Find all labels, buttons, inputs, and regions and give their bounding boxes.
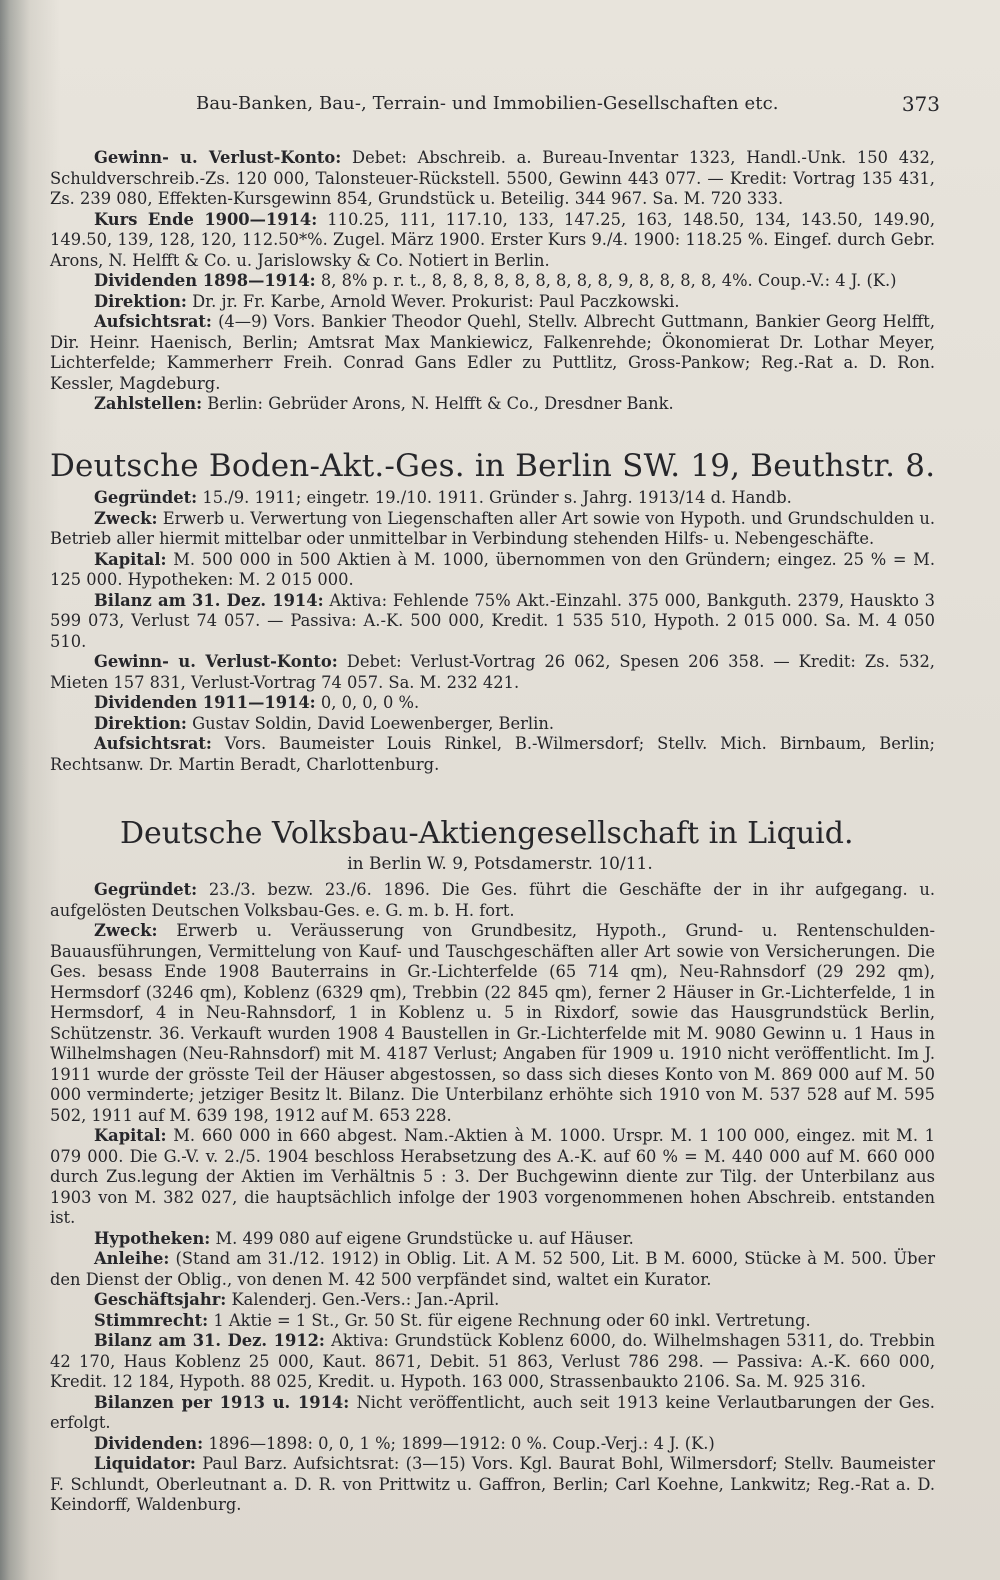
company-entry-volksbau [50, 880, 935, 1516]
field-label: Liquidator: [94, 1454, 196, 1473]
field-label: Bilanzen per 1913 u. 1914: [94, 1392, 350, 1412]
field-label: Geschäftsjahr: [94, 1290, 227, 1309]
entry-paragraph [50, 714, 935, 735]
running-title: Bau-Banken, Bau-, Terrain- und Immobilien-Gesellschaften etc. [196, 93, 779, 114]
entry-paragraph [50, 509, 935, 550]
field-label: Aufsichtsrat: [94, 734, 212, 753]
field-text: Debet: Abschreib. a. Bureau-Inventar 1323, Handl.-Unk. 150 432, Schuldverschreib.-Zs. 120 000, Talonsteuer-Rückstell. 5500, Gewinn 443 077. — Kredit: Vortrag 135 431, Zs. 239 080, Effekten-Kursgewinn 854, Grundstück u. Beteilig. 344 967. Sa. M. 720 333. [50, 148, 935, 208]
company-entry-boden [50, 488, 935, 775]
field-label: Bilanz am 31. Dez. 1912: [94, 1331, 325, 1350]
field-text: 0, 0, 0, 0 %. [320, 693, 420, 712]
field-text: Paul Barz. Aufsichtsrat: (3—15) Vors. Kgl. Baurat Bohl, Wilmersdorf; Stellv. Baumeister F. Schlundt, Oberleutnant a. D. R. von Prittwitz u. Gaffron, Berlin; Carl Koehne, Lankwitz; Reg.-Rat a. D. Keindorff, Waldenburg. [50, 1454, 935, 1514]
field-label: Hypotheken: [94, 1228, 211, 1248]
field-text: 1896—1898: 0, 0, 1 %; 1899—1912: 0 %. Coup.-Verj.: 4 J. (K.) [208, 1433, 715, 1453]
company-address-volksbau: in Berlin W. 9, Potsdamerstr. 10/11. [347, 854, 653, 874]
field-text: 1 Aktie = 1 St., Gr. 50 St. für eigene Rechnung oder 60 inkl. Vertretung. [213, 1310, 811, 1330]
field-label: Bilanz am 31. Dez. 1914: [94, 590, 324, 610]
entry-paragraph [50, 1434, 935, 1455]
field-text: Dr. jr. Fr. Karbe, Arnold Wever. Prokurist: Paul Paczkowski. [192, 291, 680, 311]
field-text: M. 499 080 auf eigene Grundstücke u. auf Häuser. [215, 1228, 634, 1248]
field-text: Gustav Soldin, David Loewenberger, Berlin. [192, 713, 554, 733]
field-label: Zweck: [94, 508, 158, 528]
company-heading-volksbau: Deutsche Volksbau-Aktiengesellschaft in Liquid. [120, 816, 854, 851]
field-text: Erwerb u. Veräusserung von Grundbesitz, Hypoth., Grund- u. Rentenschulden-Bauausführungen, Vermittelung von Kauf- und Tauschgeschäften aller Art sowie von Versicherungen. Die Ges. besass Ende 1908 Bauterrains in Gr.-Lichterfelde (65 714 qm), Neu-Rahnsdorf (29 292 qm), Hermsdorf (3246 qm), Koblenz (6329 qm), Trebbin (22 845 qm), ferner 2 Häuser in Gr.-Lichterfelde, 1 in Hermsdorf, 4 in Neu-Rahnsdorf, 1 in Koblenz u. 5 in Rixdorf, sowie das Hausgrundstück Berlin, Schützenstr. 36. Verkauft wurden 1908 4 Baustellen in Gr.-Lichterfelde mit M. 9080 Gewinn u. 1 Haus in Wilhelmshagen (Neu-Rahnsdorf) mit M. 4187 Verlust; Angaben für 1909 u. 1910 nicht veröffentlicht. Im J. 1911 wurde der grösste Teil der Häuser abgestossen, so dass sich dieses Konto von M. 869 000 auf M. 50 000 verminderte; jetziger Besitz lt. Bilanz. Die Unterbilanz erhöhte sich 1910 von M. 537 528 auf M. 595 502, 1911 auf M. 639 198, 1912 auf M. 653 228. [50, 921, 935, 1125]
field-text: (4—9) Vors. Bankier Theodor Quehl, Stellv. Albrecht Guttmann, Bankier Georg Helfft, Dir. Heinr. Haenisch, Berlin; Amtsrat Max Mankiewicz, Falkenrehde; Ökonomierat Dr. Lothar Meyer, Lichterfelde; Kammerherr Freih. Conrad Gans Edler zu Puttlitz, Gross-Pankow; Reg.-Rat a. D. Ron. Kessler, Magdeburg. [50, 312, 935, 393]
entry-paragraph [50, 652, 935, 693]
entry-paragraph [50, 148, 935, 210]
entry-paragraph [50, 921, 935, 1126]
field-text: (Stand am 31./12. 1912) in Oblig. Lit. A M. 52 500, Lit. B M. 6000, Stücke à M. 500. Über den Dienst der Oblig., von denen M. 42 500 verpfändet sind, waltet ein Kurator. [50, 1249, 935, 1289]
entry-paragraph [50, 693, 935, 714]
field-label: Direktion: [94, 713, 187, 733]
field-text: M. 660 000 in 660 abgest. Nam.-Aktien à M. 1000. Urspr. M. 1 100 000, eingez. mit M. 1 079 000. Die G.-V. v. 2./5. 1904 beschloss Herabsetzung des A.-K. auf 60 % = M. 440 000 auf M. 660 000 durch Zus.legung der Aktien im Verhältnis 5 : 3. Der Buchgewinn diente zur Tilg. der Unterbilanz aus 1903 von M. 382 027, die hauptsächlich infolge der 1903 vorgenommenen hohen Abschreib. entstanden ist. [50, 1126, 936, 1227]
field-label: Anleihe: [94, 1249, 170, 1268]
entry-paragraph [50, 292, 935, 313]
field-label: Dividenden 1911—1914: [94, 693, 316, 712]
entry-paragraph [50, 1393, 935, 1434]
entry-paragraph [50, 312, 935, 394]
entry-paragraph [50, 271, 935, 292]
field-text: Erwerb u. Verwertung von Liegenschaften aller Art sowie von Hypoth. und Grundschulden u. Betrieb aller hiermit mittelbar oder unmittelbar in Verbindung stehenden Hilfs- u. Nebengeschäfte. [50, 508, 935, 548]
entry-paragraph [50, 1290, 935, 1311]
entry-paragraph [50, 488, 935, 509]
entry-paragraph [50, 1311, 935, 1332]
field-label: Dividenden 1898—1914: [94, 271, 316, 290]
field-text: 110.25, 111, 117.10, 133, 147.25, 163, 148.50, 134, 143.50, 149.90, 149.50, 139, 128, 120, 112.50*%. Zugel. März 1900. Erster Kurs 9./4. 1900: 118.25 %. Eingef. durch Gebr. Arons, N. Helfft & Co. u. Jarislowsky & Co. Notiert in Berlin. [50, 209, 935, 270]
field-label: Gegründet: [94, 488, 198, 507]
field-text: Aktiva: Fehlende 75% Akt.-Einzahl. 375 000, Bankguth. 2379, Hauskto 3 599 073, Verlust 74 057. — Passiva: A.-K. 500 000, Kredit. 1 535 510, Hypoth. 2 015 000. Sa. M. 4 050 510. [50, 590, 935, 651]
page-number: 373 [901, 92, 940, 116]
entry-paragraph [50, 591, 935, 653]
entry-paragraph [50, 1454, 935, 1516]
field-label: Gegründet: [94, 880, 198, 899]
field-label: Zweck: [94, 921, 158, 940]
field-text: Nicht veröffentlicht, auch seit 1913 keine Verlautbarungen der Ges. erfolgt. [50, 1392, 935, 1432]
field-text: 23./3. bezw. 23./6. 1896. Die Ges. führt die Geschäfte der in ihr aufgegang. u. aufgelösten Deutschen Volksbau-Ges. e. G. m. b. H. fort. [50, 880, 935, 920]
field-text: Kalenderj. Gen.-Vers.: Jan.-April. [231, 1290, 500, 1309]
field-label: Aufsichtsrat: [94, 312, 212, 331]
field-text: 15./9. 1911; eingetr. 19./10. 1911. Gründer s. Jahrg. 1913/14 d. Handb. [202, 488, 792, 507]
field-label: Dividenden: [94, 1433, 204, 1453]
entry-paragraph [50, 734, 935, 775]
field-text: 8, 8% p. r. t., 8, 8, 8, 8, 8, 8, 8, 8, 8, 9, 8, 8, 8, 8, 4%. Coup.-V.: 4 J. (K.) [320, 271, 897, 290]
page-header [196, 92, 954, 116]
field-label: Kurs Ende 1900—1914: [94, 209, 318, 229]
field-label: Stimmrecht: [94, 1310, 209, 1330]
entry-paragraph [50, 210, 935, 272]
entry-paragraph [50, 880, 935, 921]
entry-paragraph [50, 1229, 935, 1250]
field-label: Gewinn- u. Verlust-Konto: [94, 148, 342, 167]
field-label: Zahlstellen: [94, 394, 203, 413]
entry-paragraph [50, 1331, 935, 1393]
entry-paragraph [50, 1126, 935, 1229]
field-text: Vors. Baumeister Louis Rinkel, B.-Wilmersdorf; Stellv. Mich. Birnbaum, Berlin; Rechtsanw. Dr. Martin Beradt, Charlottenburg. [50, 734, 935, 774]
field-label: Direktion: [94, 291, 187, 311]
previous-entry-continuation [50, 148, 935, 415]
field-text: Debet: Verlust-Vortrag 26 062, Spesen 206 358. — Kredit: Zs. 532, Mieten 157 831, Verlust-Vortrag 74 057. Sa. M. 232 421. [50, 652, 935, 692]
field-text: Berlin: Gebrüder Arons, N. Helfft & Co., Dresdner Bank. [207, 394, 674, 413]
field-label: Gewinn- u. Verlust-Konto: [94, 652, 338, 671]
company-heading-boden: Deutsche Boden-Akt.-Ges. in Berlin SW. 19, Beuthstr. 8. [50, 448, 936, 484]
entry-paragraph [50, 1249, 935, 1290]
entry-paragraph [50, 550, 935, 591]
field-label: Kapital: [94, 549, 167, 569]
field-text: Aktiva: Grundstück Koblenz 6000, do. Wilhelmshagen 5311, do. Trebbin 42 170, Haus Koblenz 25 000, Kaut. 8671, Debit. 51 863, Verlust 786 298. — Passiva: A.-K. 660 000, Kredit. 12 184, Hypoth. 88 025, Kredit. u. Hypoth. 163 000, Strassenbaukto 2106. Sa. M. 925 316. [50, 1331, 935, 1391]
field-text: M. 500 000 in 500 Aktien à M. 1000, übernommen von den Gründern; eingez. 25 % = M. 125 000. Hypotheken: M. 2 015 000. [50, 549, 935, 589]
entry-paragraph [50, 394, 935, 415]
field-label: Kapital: [94, 1126, 167, 1145]
